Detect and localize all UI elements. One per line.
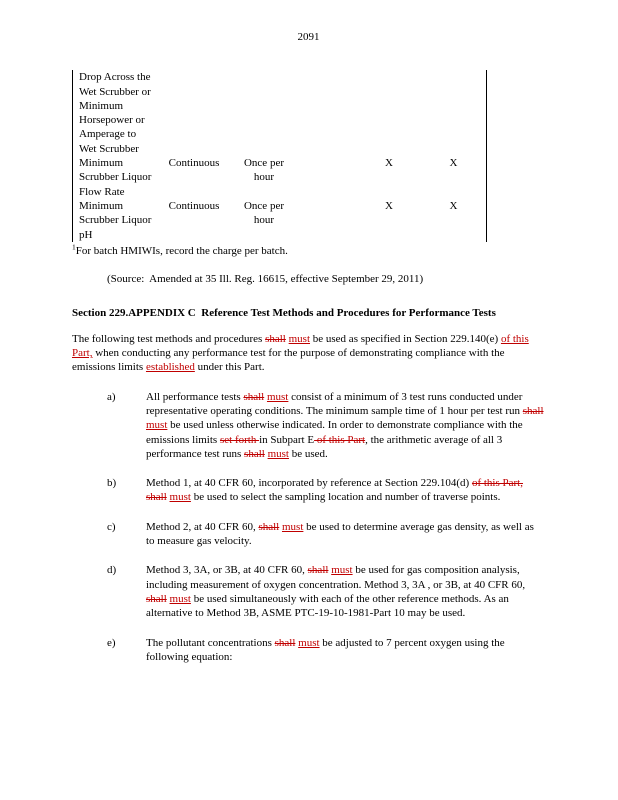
item-text: Method 3, 3A, or 3B, at 40 CFR 60, shall must be used for gas composition analysis, including measurement of oxygen concentration. Method 3, 3A , or 3B, at 40 CFR 60, shall must be used simultaneously with each of the other reference methods. As an alternative to Method 3B, ASME PTC-19-10-1981-Part 10 may be used. [146,564,526,620]
interval-cell [229,156,299,199]
section-heading: Section 229.APPENDIX C Reference Test Methods and Procedures for Performance Tests [72,307,496,320]
interval-cell [229,199,299,242]
item-label: d) [107,564,117,577]
intro-paragraph: The following test methods and procedures shall must be used as specified in Section 229.140(e) of this Part, when conducting any performance test for the purpose of demonstrating compliance with the emissions limits established under this Part. [72,332,529,374]
item-text: Method 2, at 40 CFR 60, shall must be used to determine average gas density, as well as to measure gas velocity. [146,520,534,548]
x-cell: X [385,157,393,170]
table-row [73,70,486,156]
interval-cell [229,70,299,156]
item-text: The pollutant concentrations shall must be adjusted to 7 percent oxygen using the following equation: [146,636,505,663]
table-footnote [72,244,545,258]
list-item-b [72,476,545,505]
item-text: Method 1, at 40 CFR 60, incorporated by reference at Section 229.104(d) of this Part, shall must be used to select the sampling location and number of traverse points. [146,477,523,504]
item-label: c) [107,520,116,533]
parameter-cell [73,70,159,156]
list-item-e [72,636,545,665]
parameter-text: Drop Across the Wet Scrubber or Minimum Horsepower or Amperage to Wet Scrubber [79,71,151,155]
item-label: a) [107,390,116,403]
parameter-text: Minimum Scrubber Liquor Flow Rate [79,157,152,198]
parameter-cell [73,199,159,242]
footnote-marker: 1 [72,242,76,252]
x-cell: X [385,199,393,212]
table-row [73,156,486,199]
page-number: 2091 [297,31,320,43]
frequency-cell [159,70,229,156]
monitoring-requirements-table [72,70,487,242]
interval-text: Once per hour [243,157,284,184]
source-note: (Source: Amended at 35 Ill. Reg. 16615, effective September 29, 2011) [107,273,424,286]
item-text: All performance tests shall must consist of a minimum of 3 test runs conducted under representative operating conditions. The minimum sample time of 1 hour per test run shall must be used unless otherwise indicated. In order to demonstrate compliance with the emissions limits set forth in Subpart E of this Part, the arithmetic average of all 3 performance test runs shall must be used. [146,390,544,460]
item-label: b) [107,477,117,490]
spacer-cell [299,70,359,156]
list-item-c [72,520,545,549]
frequency-cell: Continuous [168,199,220,212]
interval-text: Once per hour [243,199,284,227]
x-cell: X [449,199,458,212]
footnote-text: For batch HMIWIs, record the charge per batch. [75,244,288,257]
parameter-cell [73,156,159,199]
x-cell [419,70,488,156]
table-row [73,199,486,242]
list-item-d [72,563,545,620]
list-item-a [72,390,545,461]
x-cell [359,70,419,156]
frequency-cell: Continuous [168,157,220,170]
spacer-cell [299,199,359,242]
item-label: e) [107,636,116,649]
x-cell: X [449,157,458,170]
parameter-text: Minimum Scrubber Liquor pH [79,199,152,241]
spacer-cell [299,156,359,199]
